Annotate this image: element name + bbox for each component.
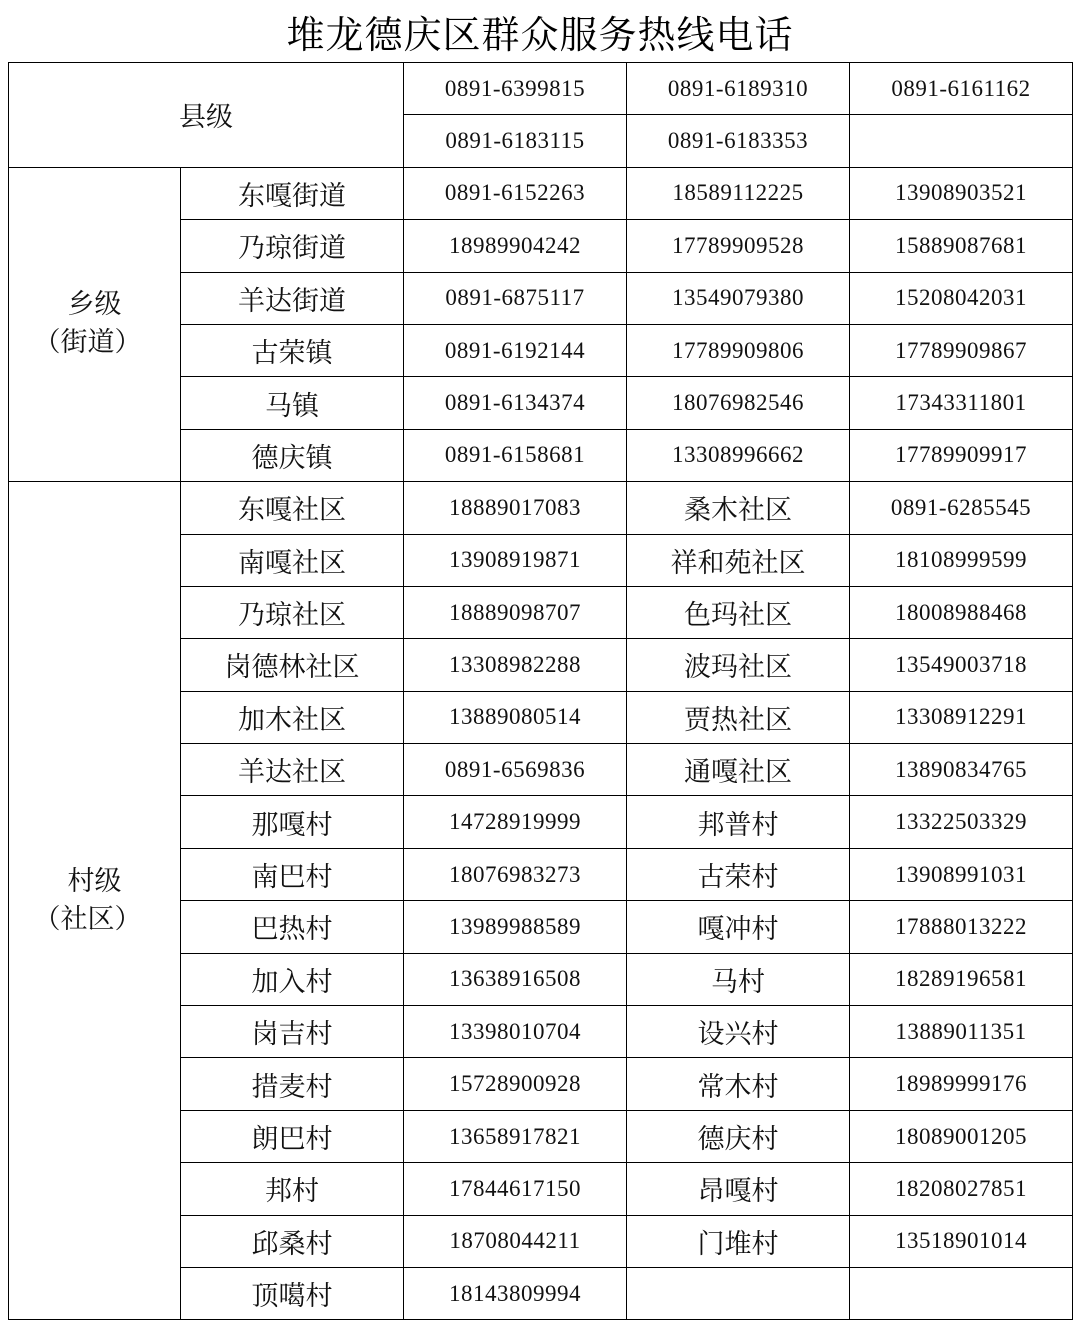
township-phone: 17343311801 (850, 377, 1073, 429)
village-name: 岗吉村 (181, 1006, 404, 1058)
township-phone: 17789909806 (627, 324, 850, 376)
village-phone: 18889098707 (404, 586, 627, 638)
township-phone: 17789909867 (850, 324, 1073, 376)
township-group-label (9, 167, 181, 481)
village-phone: 13638916508 (404, 953, 627, 1005)
village-phone: 13889080514 (404, 691, 627, 743)
village-name: 南嘎社区 (181, 534, 404, 586)
village-phone: 18208027851 (850, 1163, 1073, 1215)
village-name: 那嘎村 (181, 796, 404, 848)
township-phone: 13549079380 (627, 272, 850, 324)
village-name: 邱桑村 (181, 1215, 404, 1267)
township-phone: 13308996662 (627, 429, 850, 481)
county-phone: 0891-6183353 (627, 115, 850, 167)
village-phone: 13518901014 (850, 1215, 1073, 1267)
village-phone: 18089001205 (850, 1110, 1073, 1162)
village-name: 波玛社区 (627, 639, 850, 691)
county-phone: 0891-6161162 (850, 63, 1073, 115)
county-phone (850, 115, 1073, 167)
village-name: 邦普村 (627, 796, 850, 848)
township-name: 马镇 (181, 377, 404, 429)
village-name: 嘎冲村 (627, 901, 850, 953)
county-phone: 0891-6189310 (627, 63, 850, 115)
village-name: 岗德林社区 (181, 639, 404, 691)
township-phone: 13908903521 (850, 167, 1073, 219)
village-name: 顶噶村 (181, 1267, 404, 1319)
hotline-table (8, 62, 1073, 1320)
village-phone: 13322503329 (850, 796, 1073, 848)
village-name: 门堆村 (627, 1215, 850, 1267)
township-group-label-line2: （街道） (33, 327, 142, 359)
village-group-label (9, 482, 181, 1320)
township-phone: 0891-6158681 (404, 429, 627, 481)
county-row (9, 63, 1073, 115)
hotline-table-body (9, 63, 1073, 1320)
village-phone: 13658917821 (404, 1110, 627, 1162)
village-name: 马村 (627, 953, 850, 1005)
township-phone: 0891-6134374 (404, 377, 627, 429)
township-phone: 0891-6192144 (404, 324, 627, 376)
village-phone: 17888013222 (850, 901, 1073, 953)
township-name: 古荣镇 (181, 324, 404, 376)
village-name: 乃琼社区 (181, 586, 404, 638)
village-name: 措麦村 (181, 1058, 404, 1110)
village-phone: 13308912291 (850, 691, 1073, 743)
township-phone: 0891-6875117 (404, 272, 627, 324)
village-name: 东嘎社区 (181, 482, 404, 534)
village-name: 设兴村 (627, 1006, 850, 1058)
township-row (9, 167, 1073, 219)
village-name: 巴热村 (181, 901, 404, 953)
township-phone: 18589112225 (627, 167, 850, 219)
county-label: 县级 (9, 63, 404, 168)
county-phone: 0891-6183115 (404, 115, 627, 167)
village-name: 羊达社区 (181, 744, 404, 796)
village-name: 朗巴村 (181, 1110, 404, 1162)
village-row (9, 482, 1073, 534)
village-phone: 18008988468 (850, 586, 1073, 638)
village-name: 昂嘎村 (627, 1163, 850, 1215)
village-phone: 15728900928 (404, 1058, 627, 1110)
village-phone: 13549003718 (850, 639, 1073, 691)
village-name: 通嘎社区 (627, 744, 850, 796)
village-phone: 18989999176 (850, 1058, 1073, 1110)
township-phone: 17789909917 (850, 429, 1073, 481)
village-name: 南巴村 (181, 848, 404, 900)
village-name: 贾热社区 (627, 691, 850, 743)
village-phone: 0891-6569836 (404, 744, 627, 796)
township-phone: 17789909528 (627, 220, 850, 272)
village-phone: 13908919871 (404, 534, 627, 586)
page-title: 堆龙德庆区群众服务热线电话 (286, 12, 794, 57)
village-name: 色玛社区 (627, 586, 850, 638)
village-name: 加木社区 (181, 691, 404, 743)
township-phone: 18076982546 (627, 377, 850, 429)
village-phone: 14728919999 (404, 796, 627, 848)
village-name: 加入村 (181, 953, 404, 1005)
village-phone (850, 1267, 1073, 1319)
village-name (627, 1267, 850, 1319)
village-phone: 18289196581 (850, 953, 1073, 1005)
village-phone: 18889017083 (404, 482, 627, 534)
village-phone: 17844617150 (404, 1163, 627, 1215)
township-group-label-line1: 乡级 (67, 289, 122, 321)
village-phone: 13989988589 (404, 901, 627, 953)
village-name: 德庆村 (627, 1110, 850, 1162)
county-phone: 0891-6399815 (404, 63, 627, 115)
village-phone: 13308982288 (404, 639, 627, 691)
village-group-label-line1: 村级 (67, 865, 122, 897)
village-phone: 18708044211 (404, 1215, 627, 1267)
village-phone: 13890834765 (850, 744, 1073, 796)
village-name: 桑木社区 (627, 482, 850, 534)
village-name: 祥和苑社区 (627, 534, 850, 586)
township-phone: 18989904242 (404, 220, 627, 272)
village-phone: 13889011351 (850, 1006, 1073, 1058)
village-phone: 0891-6285545 (850, 482, 1073, 534)
village-phone: 13908991031 (850, 848, 1073, 900)
village-group-label-line2: （社区） (33, 903, 142, 935)
township-phone: 15889087681 (850, 220, 1073, 272)
village-phone: 18076983273 (404, 848, 627, 900)
township-phone: 15208042031 (850, 272, 1073, 324)
village-phone: 18108999599 (850, 534, 1073, 586)
township-name: 乃琼街道 (181, 220, 404, 272)
township-name: 东嘎街道 (181, 167, 404, 219)
village-name: 古荣村 (627, 848, 850, 900)
village-name: 常木村 (627, 1058, 850, 1110)
township-phone: 0891-6152263 (404, 167, 627, 219)
township-name: 德庆镇 (181, 429, 404, 481)
village-phone: 13398010704 (404, 1006, 627, 1058)
township-name: 羊达街道 (181, 272, 404, 324)
village-name: 邦村 (181, 1163, 404, 1215)
village-phone: 18143809994 (404, 1267, 627, 1319)
